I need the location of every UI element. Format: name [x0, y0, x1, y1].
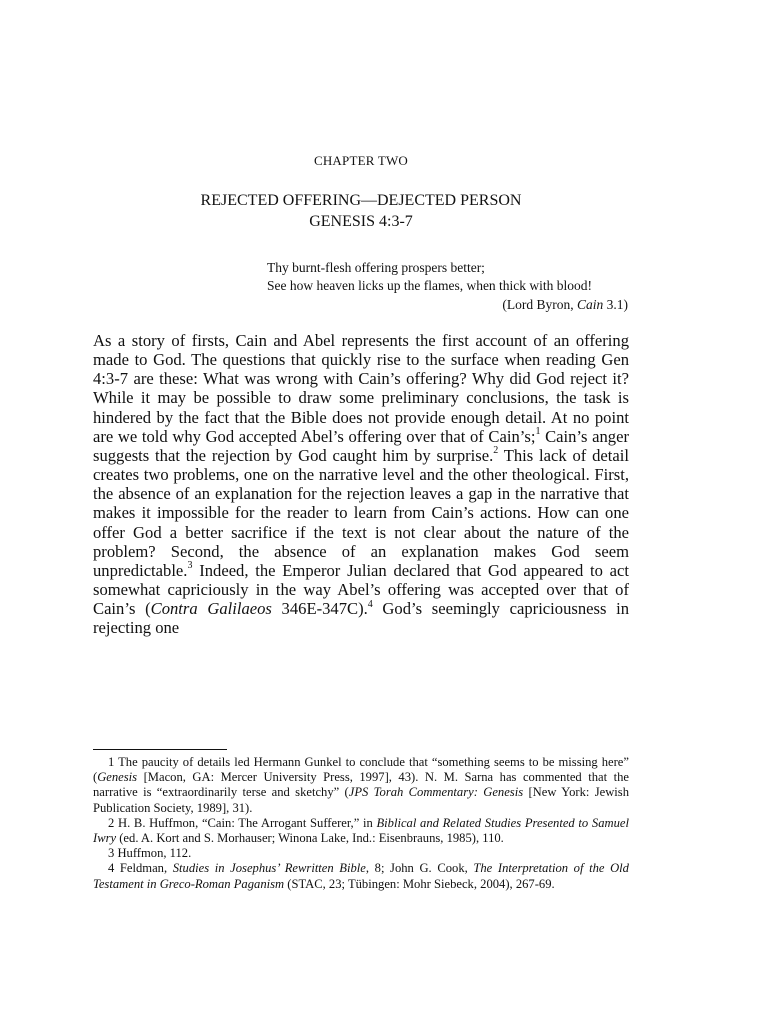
chapter-title-line-2: GENESIS 4:3-7: [309, 213, 413, 230]
epigraph-line-1: Thy burnt-flesh offering prospers better;: [267, 260, 485, 275]
footnote-ref-1[interactable]: 1: [535, 426, 541, 438]
epigraph-citation: [267, 296, 628, 314]
footnote-separator: [93, 749, 227, 750]
footnote-ref-2[interactable]: 2: [493, 445, 499, 457]
footnote-text: (ed. A. Kort and S. Morhauser; Winona Lake, Ind.: Eisenbrauns, 1985), 110.: [116, 831, 504, 846]
footnote-book-title: Studies in Josephus’ Rewritten Bible: [172, 861, 366, 876]
footnotes: [93, 755, 629, 892]
footnote-1: [93, 755, 629, 816]
body-text-segment: 346E-347C).: [271, 599, 368, 619]
footnote-text: 1 The paucity of details led Hermann Gunkel to conclude that “something seems to be missing here” (: [93, 755, 629, 785]
footnote-3: [93, 846, 629, 861]
footnote-book-title: Biblical and Related Studies Presented to Samuel Iwry: [93, 815, 629, 846]
citation-ref: 3.1): [603, 297, 628, 312]
footnote-text: , 8; John G. Cook,: [365, 861, 474, 876]
footnote-book-title: Genesis: [97, 770, 138, 785]
footnote-book-title: JPS Torah Commentary: Genesis: [348, 785, 524, 800]
body-text-segment: God’s seemingly capriciousness in rejecting one: [93, 599, 630, 638]
body-text-segment: Cain’s anger suggests that the rejection by God caught him by surprise.: [93, 426, 629, 465]
footnote-2: [93, 816, 629, 846]
footnote-text: [New York: Jewish Publication Society, 1989], 31).: [93, 785, 630, 815]
footnote-ref-3[interactable]: 3: [187, 560, 193, 572]
chapter-title: [0, 190, 722, 232]
body-paragraph: [93, 331, 629, 638]
citation-work: Cain: [576, 297, 604, 312]
contra-galilaeos-title: Contra Galilaeos: [150, 599, 272, 619]
epigraph: [267, 259, 628, 314]
body-text-segment: Indeed, the Emperor Julian declared that God appeared to act somewhat capriciously in the way Abel’s offering was accepted over that of Cain’s (: [93, 560, 629, 619]
footnote-text: 4 Feldman,: [108, 861, 173, 876]
chapter-title-line-1: REJECTED OFFERING—DEJECTED PERSON: [200, 192, 522, 209]
footnote-text: (STAC, 23; Tübingen: Mohr Siebeck, 2004), 267-69.: [284, 876, 555, 891]
footnote-text: 3 Huffmon, 112.: [108, 846, 192, 861]
citation-author: (Lord Byron,: [502, 297, 577, 312]
footnote-4: [93, 861, 629, 891]
chapter-heading: CHAPTER TWO: [313, 153, 409, 168]
footnote-text: [Macon, GA: Mercer University Press, 1997], 43). N. M. Sarna has commented that the narrative is “extraordinarily terse and sketchy” (: [93, 770, 629, 800]
footnote-ref-4[interactable]: 4: [367, 598, 373, 610]
footnote-book-title: The Interpretation of the Old Testament in Greco-Roman Paganism: [93, 861, 629, 891]
footnote-text: 2 H. B. Huffmon, “Cain: The Arrogant Sufferer,” in: [108, 815, 377, 830]
body-text-segment: This lack of detail creates two problems, one on the narrative level and the other theological. First, the absence of an explanation for the rejection leaves a gap in the narrative that makes it impossible for the reader to learn from Cain’s actions. How can one offer God a better sacrifice if the text is not clear about the nature of the problem? Second, the absence of an explanation makes God seem unpredictable.: [93, 445, 629, 580]
body-text-segment: As a story of firsts, Cain and Abel represents the first account of an offering made to God. The questions that quickly rise to the surface when reading Gen 4:3-7 are these: What was wrong with Cain’s offering? Why did God reject it? While it may be possible to draw some preliminary conclusions, the task is hindered by the fact that the Bible does not provide enough detail. At no point are we told why God accepted Abel’s offering over that of Cain’s;: [93, 331, 629, 446]
epigraph-line-2: See how heaven licks up the flames, when thick with blood!: [267, 277, 593, 293]
